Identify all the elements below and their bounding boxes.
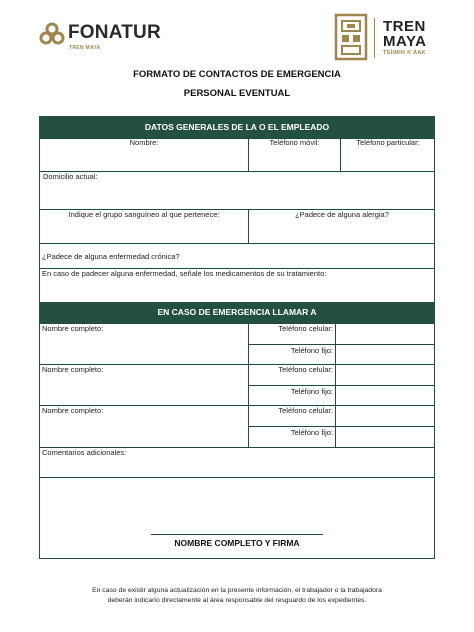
fonatur-emblem-icon	[38, 21, 66, 49]
signature-label: NOMBRE COMPLETO Y FIRMA	[174, 538, 300, 548]
divider	[248, 385, 435, 386]
fonatur-wordmark: FONATUR	[68, 22, 161, 43]
section-heading-datos-generales: DATOS GENERALES DE LA O EL EMPLEADO	[39, 116, 435, 138]
footer-line-2: deberán indicarlo directamente al área responsable del resguardo de los expedientes.	[107, 597, 367, 604]
mayan-glyph-icon	[333, 12, 369, 62]
fonatur-logo	[38, 20, 168, 54]
footer-line-1: En caso de existir alguna actualización en la presente información, el trabajador o la trabajadora	[92, 587, 382, 594]
section-heading-emergencia: EN CASO DE EMERGENCIA LLAMAR A	[39, 302, 435, 323]
contact-2-fijo-field[interactable]: Teléfono fijo:	[290, 387, 333, 396]
contact-3-nombre-field[interactable]: Nombre completo:	[42, 406, 104, 415]
fonatur-subtitle: TREN MAYA	[69, 45, 101, 51]
signature-line	[151, 534, 323, 535]
row-domicilio	[39, 171, 435, 210]
divider	[248, 426, 435, 427]
contact-2-celular-field[interactable]: Teléfono celular:	[278, 365, 333, 374]
tren-maya-word-2: MAYA	[383, 33, 427, 50]
telefono-movil-field[interactable]: Teléfono móvil:	[269, 138, 320, 147]
medicamentos-field[interactable]: En caso de padecer alguna enfermedad, señale los medicamentos de su tratamiento:	[42, 269, 327, 278]
domicilio-field[interactable]: Domicilio actual:	[43, 172, 98, 181]
tren-maya-logo	[333, 12, 443, 62]
comentarios-field[interactable]: Comentarios adicionales:	[42, 448, 127, 457]
alergia-field[interactable]: ¿Padece de alguna alergia?	[295, 210, 389, 219]
contact-1-celular-field[interactable]: Teléfono celular:	[278, 324, 333, 333]
footer-note	[30, 586, 444, 606]
telefono-particular-field[interactable]: Teléfono particular:	[356, 138, 420, 147]
form-subtitle: PERSONAL EVENTUAL	[183, 88, 291, 99]
contact-2-nombre-field[interactable]: Nombre completo:	[42, 365, 104, 374]
contact-3-fijo-field[interactable]: Teléfono fijo:	[290, 428, 333, 437]
logo-divider	[374, 18, 375, 58]
contact-3-celular-field[interactable]: Teléfono celular:	[278, 406, 333, 415]
tren-maya-subtitle: TSÍIMIN K'ÁAK	[383, 50, 426, 56]
grupo-sanguineo-field[interactable]: Indique el grupo sanguíneo al que pertenece:	[68, 210, 220, 219]
divider	[248, 344, 435, 345]
tren-maya-word-1: TREN	[383, 18, 426, 35]
form-title: FORMATO DE CONTACTOS DE EMERGENCIA	[133, 69, 341, 80]
contact-1-nombre-field[interactable]: Nombre completo:	[42, 324, 104, 333]
contact-1-fijo-field[interactable]: Teléfono fijo:	[290, 346, 333, 355]
nombre-field[interactable]: Nombre:	[129, 138, 159, 147]
enfermedad-cronica-field[interactable]: ¿Padece de alguna enfermedad crónica?	[42, 252, 180, 261]
